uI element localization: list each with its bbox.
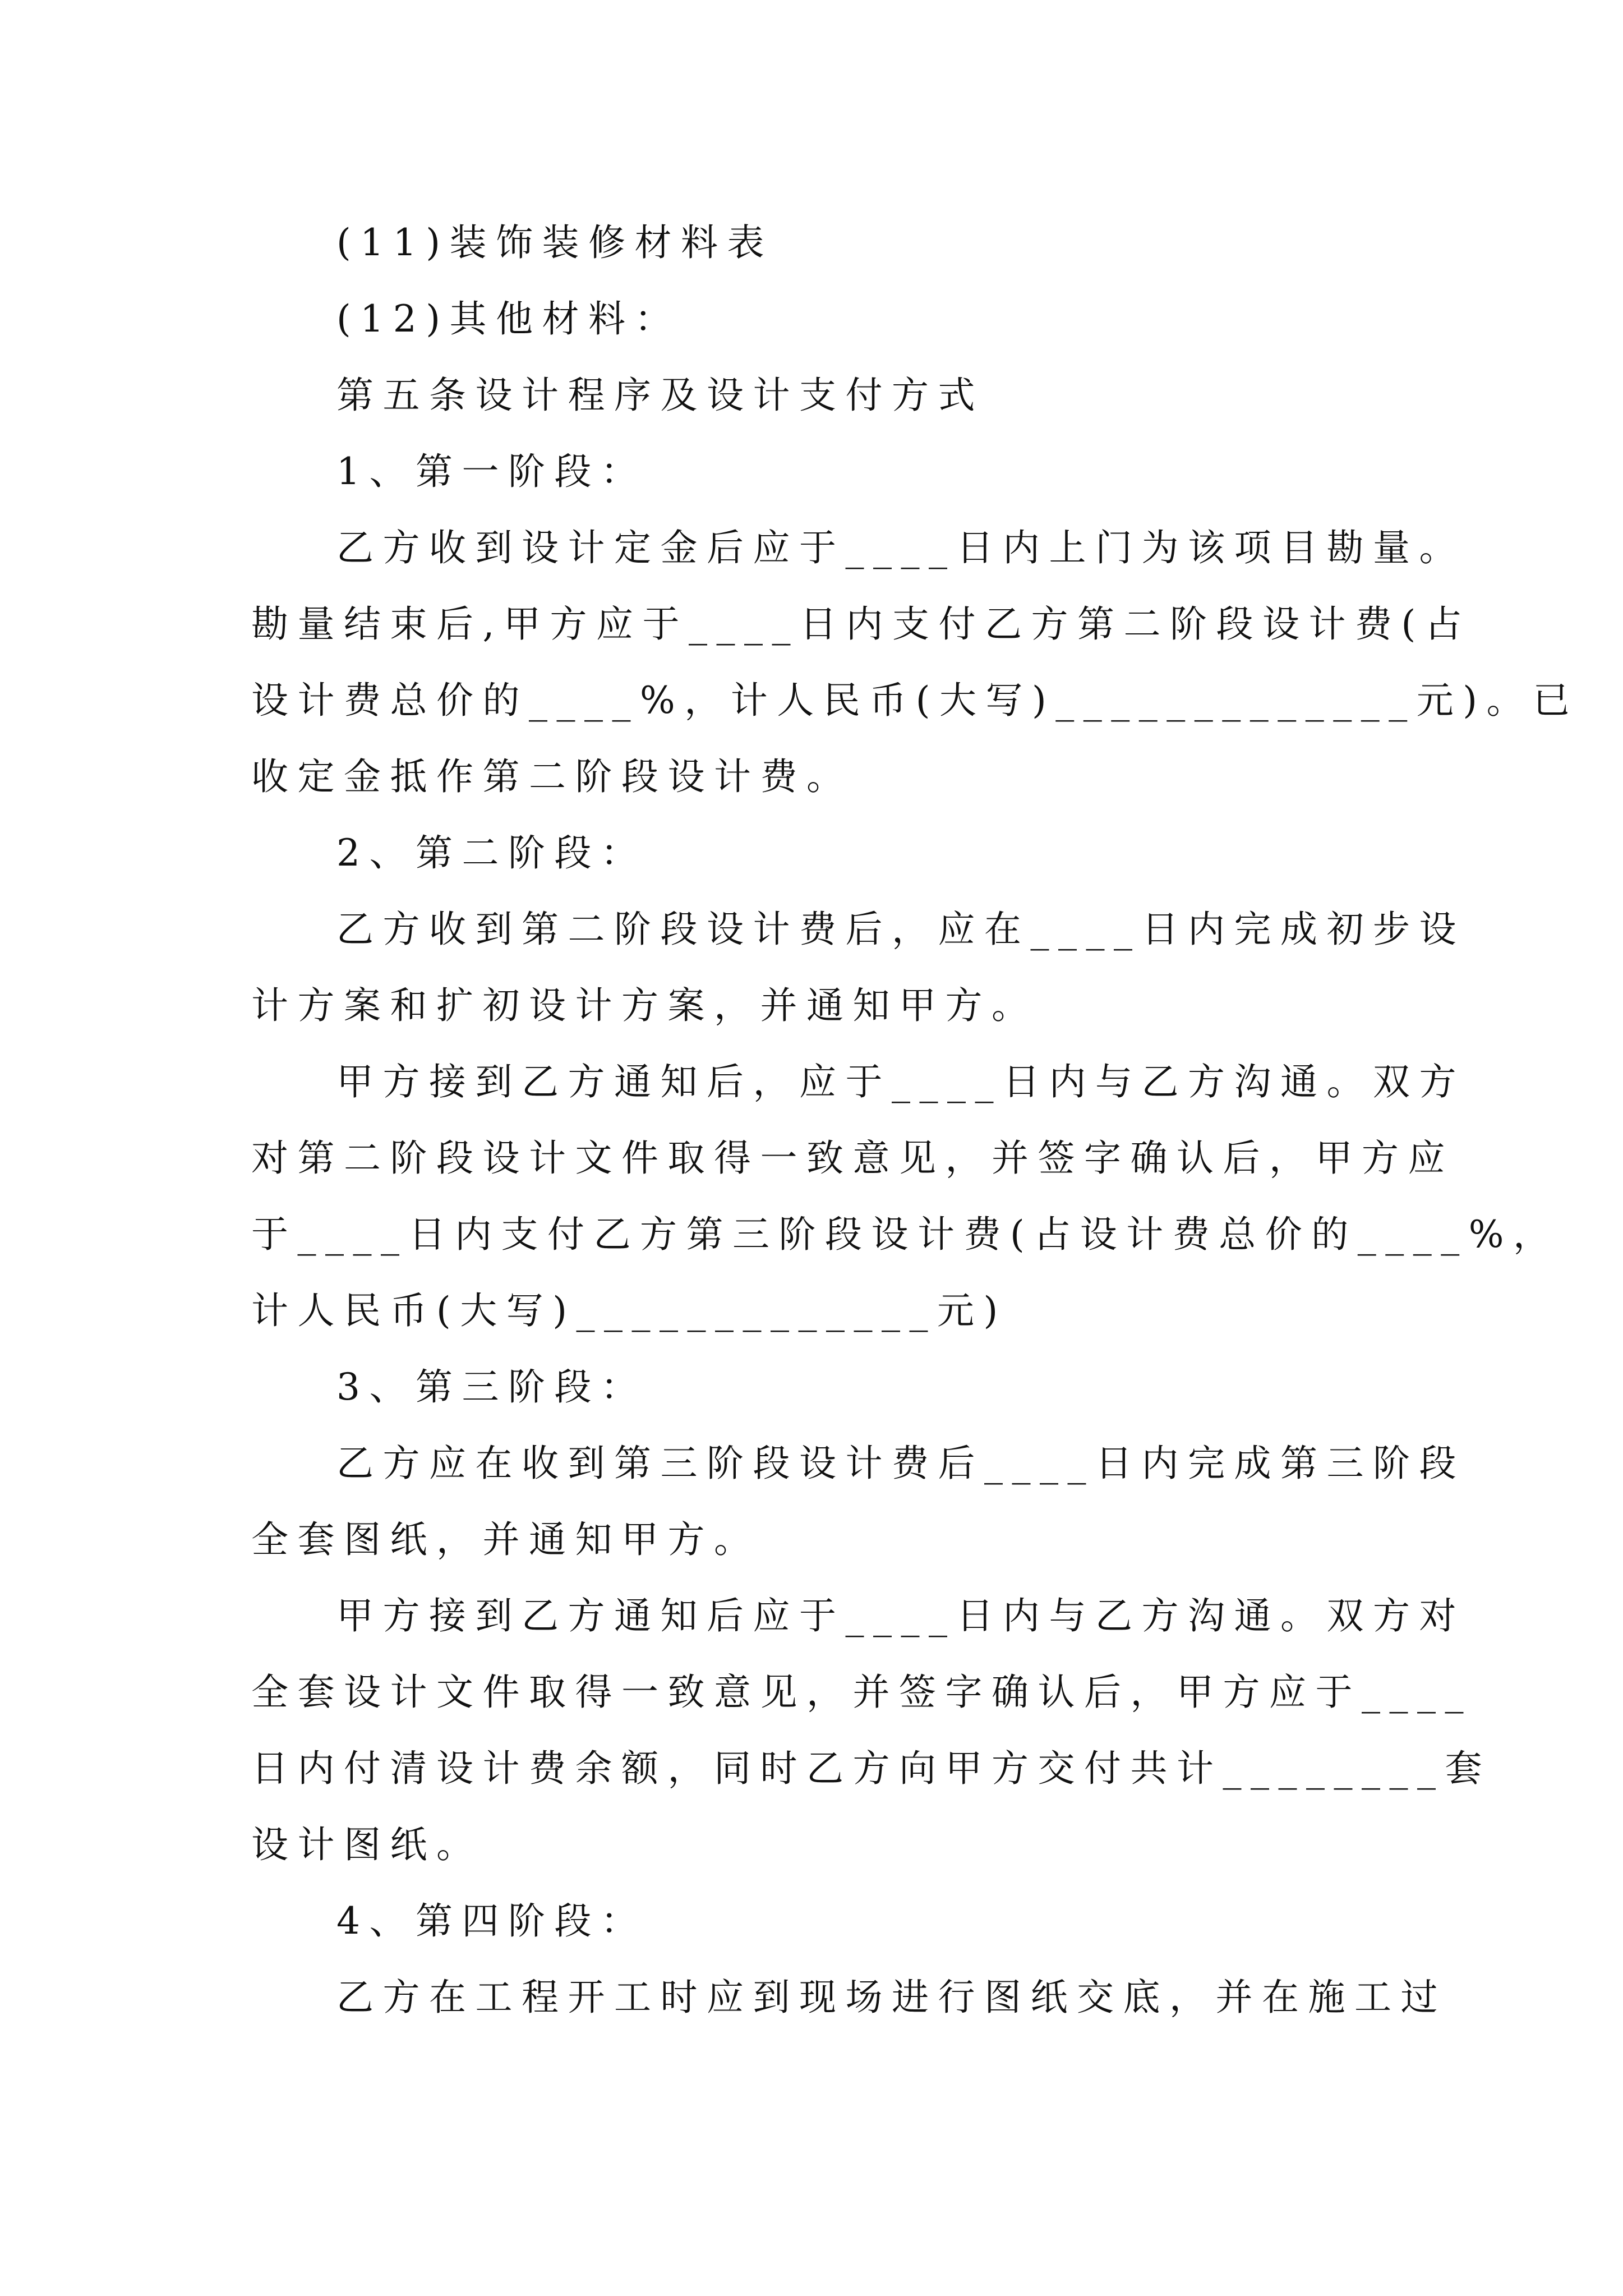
text-line: 甲方接到乙方通知后应于____日内与乙方沟通。双方对 [336,1594,1465,1637]
text-line: 于____日内支付乙方第三阶段设计费(占设计费总价的____%， [251,1213,1560,1256]
text-line: 4、第四阶段： [336,1899,647,1943]
text-line: 甲方接到乙方通知后，应于____日内与乙方沟通。双方 [336,1060,1465,1103]
text-line: 2、第二阶段： [336,831,647,875]
text-line: 计方案和扩初设计方案，并通知甲方。 [251,984,1038,1027]
text-line: 3、第三阶段： [336,1365,647,1409]
text-line: 设计图纸。 [251,1823,483,1866]
text-line: 1、第一阶段： [336,450,647,493]
text-line: (11)装饰装修材料表 [336,221,773,264]
text-line: 收定金抵作第二阶段设计费。 [251,755,853,798]
text-line: 勘量结束后,甲方应于____日内支付乙方第二阶段设计费(占 [251,602,1472,646]
text-line: 对第二阶段设计文件取得一致意见，并签字确认后，甲方应 [251,1137,1454,1180]
text-line: (12)其他材料： [336,297,681,341]
text-line: 第五条设计程序及设计支付方式 [336,374,984,417]
text-line: 全套图纸，并通知甲方。 [251,1518,760,1561]
text-line: 乙方收到第二阶段设计费后，应在____日内完成初步设 [336,908,1465,951]
text-line: 日内付清设计费余额，同时乙方向甲方交付共计________套 [251,1747,1491,1790]
text-line: 全套设计文件取得一致意见，并签字确认后，甲方应于____ [251,1671,1473,1714]
text-line: 设计费总价的____%，计人民币(大写)_____________元)。已 [251,679,1579,722]
text-line: 乙方在工程开工时应到现场进行图纸交底，并在施工过 [336,1976,1447,2019]
text-line: 计人民币(大写)_____________元) [251,1289,1007,1332]
text-line: 乙方应在收到第三阶段设计费后____日内完成第三阶段 [336,1442,1465,1485]
text-line: 乙方收到设计定金后应于____日内上门为该项目勘量。 [336,526,1465,569]
